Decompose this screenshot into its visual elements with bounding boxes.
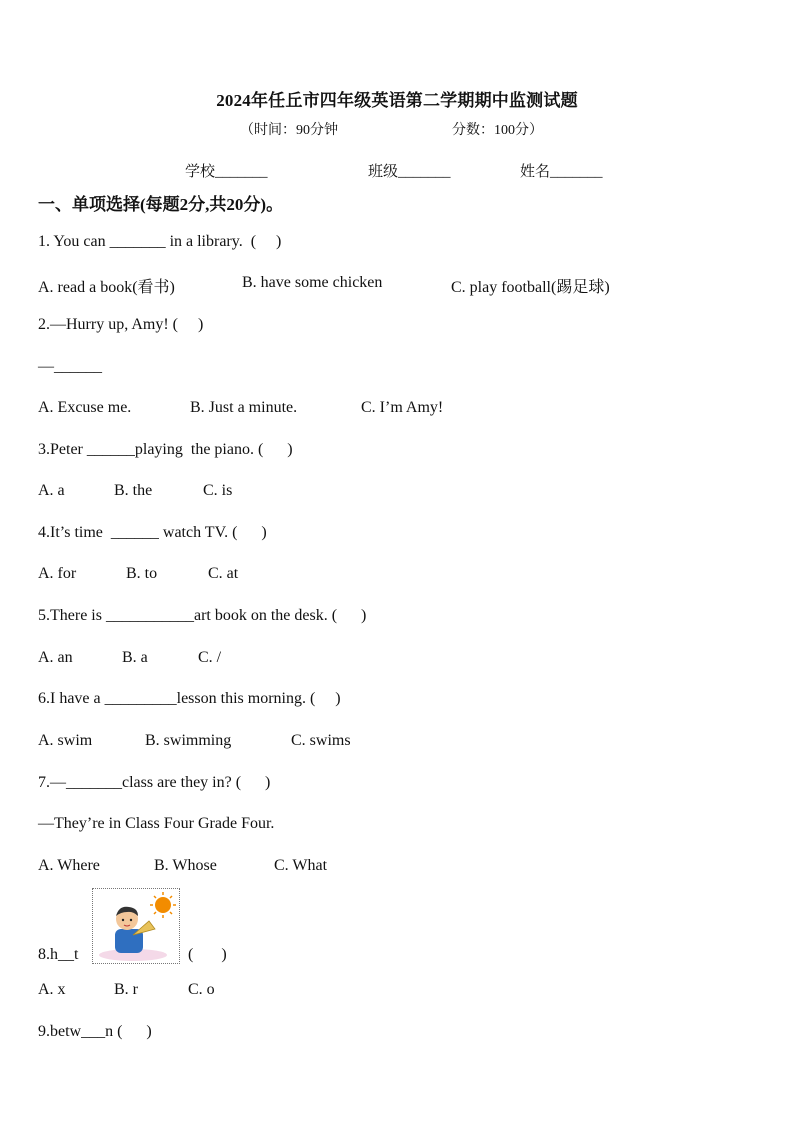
question-5-option-a: A. an	[38, 649, 73, 666]
question-6-option-c: C. swims	[291, 732, 351, 749]
exam-score: 分数：100分）	[452, 123, 543, 138]
question-2-stem: 2.—Hurry up, Amy! ( )	[38, 316, 204, 333]
question-7-answer: —They’re in Class Four Grade Four.	[38, 815, 275, 832]
question-3-option-b: B. the	[114, 482, 153, 499]
question-5-option-b: B. a	[122, 649, 148, 666]
boy-figure	[115, 907, 155, 953]
question-1-option-c: C. play football(踢足球)	[451, 279, 610, 296]
question-5-stem: 5.There is ___________art book on the desk. ( )	[38, 607, 367, 624]
question-8-option-a: A. x	[38, 981, 66, 998]
question-6-stem: 6.I have a _________lesson this morning. ( )	[38, 690, 341, 707]
question-2-answer-line: —______	[38, 358, 102, 375]
question-9-stem: 9.betw___n ( )	[38, 1023, 152, 1040]
question-4-option-c: C. at	[208, 565, 239, 582]
question-4-stem: 4.It’s time ______ watch TV. ( )	[38, 524, 267, 541]
boy-fanning-in-sun-illustration	[93, 889, 179, 963]
question-7-option-b: B. Whose	[154, 857, 217, 874]
question-7-stem: 7.—_______class are they in? ( )	[38, 774, 271, 791]
name-field: 姓名_______	[520, 164, 603, 180]
section-heading: 一、单项选择(每题2分,共20分)。	[38, 195, 284, 214]
exam-time: （时间：90分钟	[240, 123, 338, 138]
school-field: 学校_______	[185, 164, 268, 180]
question-6-option-b: B. swimming	[145, 732, 232, 749]
question-8-option-c: C. o	[188, 981, 215, 998]
question-8-blank: ( )	[188, 946, 227, 963]
question-2-option-b: B. Just a minute.	[190, 399, 298, 416]
question-4-option-a: A. for	[38, 565, 77, 582]
page-title: 2024年任丘市四年级英语第二学期期中监测试题	[216, 91, 578, 110]
question-3-option-c: C. is	[203, 482, 233, 499]
question-1-option-a: A. read a book(看书)	[38, 279, 175, 296]
hot-weather-picture	[92, 888, 180, 964]
sun-icon	[150, 892, 176, 918]
question-8-stem: 8.h__t	[38, 946, 79, 963]
question-2-option-c: C. I’m Amy!	[361, 399, 444, 416]
question-2-option-a: A. Excuse me.	[38, 399, 132, 416]
question-5-option-c: C. /	[198, 649, 222, 666]
question-4-option-b: B. to	[126, 565, 158, 582]
question-6-option-a: A. swim	[38, 732, 93, 749]
question-8-option-b: B. r	[114, 981, 138, 998]
question-1-option-b: B. have some chicken	[242, 274, 383, 291]
question-1-stem: 1. You can _______ in a library. ( )	[38, 233, 282, 250]
question-7-option-c: C. What	[274, 857, 328, 874]
question-7-option-a: A. Where	[38, 857, 100, 874]
question-3-option-a: A. a	[38, 482, 65, 499]
question-3-stem: 3.Peter ______playing the piano. ( )	[38, 441, 293, 458]
class-field: 班级_______	[368, 164, 451, 180]
